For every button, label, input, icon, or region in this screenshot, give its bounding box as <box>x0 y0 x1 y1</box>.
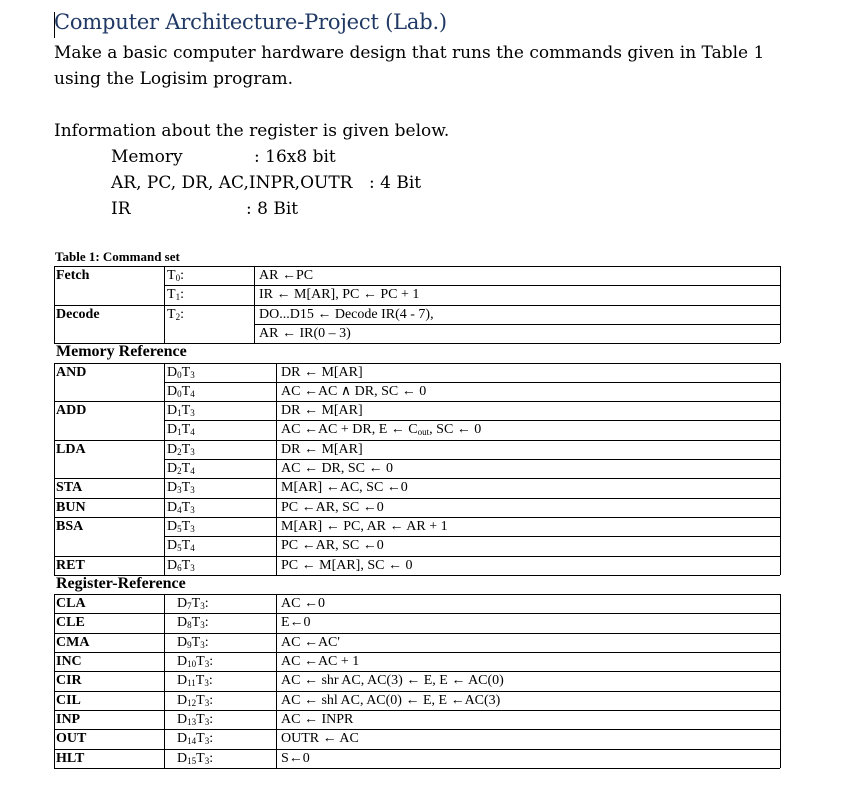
micro-operation: IR ← M[AR], PC ← PC + 1 <box>259 287 420 303</box>
timing-signal: $D_{11}T_3$: <box>177 673 213 689</box>
table-rule <box>164 285 780 286</box>
table-rule <box>54 710 780 711</box>
table-rule <box>54 363 780 364</box>
micro-operation: DO...D15 ← Decode IR(4 - 7), <box>259 306 434 322</box>
memory-value: : 16x8 bit <box>254 147 336 167</box>
info-heading: Information about the register is given below. <box>54 121 450 141</box>
micro-operation: M[AR] ← PC, AR ← AR + 1 <box>281 518 448 534</box>
table-rule <box>164 363 165 575</box>
table-rule <box>54 266 780 267</box>
ir-value: : 8 Bit <box>246 199 299 219</box>
micro-operation: AC ←AC' <box>281 634 340 650</box>
command-name: HLT <box>56 750 85 766</box>
micro-operation: AC ← shl AC, AC(0) ← E, E ←AC(3) <box>281 692 501 708</box>
micro-operation: PC ←AR, SC ←0 <box>281 538 384 554</box>
timing-signal: $D_2T_4$ <box>167 461 195 476</box>
table-rule <box>54 478 164 479</box>
table-rule <box>54 594 55 768</box>
micro-operation: AC ←0 <box>281 596 325 612</box>
table-rule <box>54 440 164 441</box>
table-rule <box>54 401 164 402</box>
section-heading: Register-Reference <box>56 574 186 592</box>
timing-signal: $D_5T_3$ <box>167 518 195 534</box>
table-rule <box>164 498 780 499</box>
command-name: CMA <box>56 634 90 650</box>
table-rule <box>276 594 277 768</box>
page-title: Computer Architecture-Project (Lab.) <box>54 10 447 34</box>
memory-label: Memory <box>111 147 183 167</box>
micro-operation: PC ← M[AR], SC ← 0 <box>281 557 413 573</box>
command-name: Fetch <box>56 268 90 283</box>
timing-signal: $D_8T_3$: <box>177 615 209 631</box>
timing-signal: $D_0T_4$ <box>167 383 195 399</box>
table-rule <box>54 749 780 750</box>
command-name: CIL <box>56 692 81 708</box>
command-name: CLA <box>56 596 86 612</box>
micro-operation: AC ← DR, SC ← 0 <box>281 461 394 476</box>
table-rule <box>164 459 780 460</box>
command-name: ADD <box>56 403 87 419</box>
table-caption: Table 1: Command set <box>55 249 180 264</box>
table-rule <box>54 671 780 672</box>
table-rule <box>780 266 781 343</box>
table-rule <box>254 266 255 343</box>
table-rule <box>164 517 780 518</box>
timing-signal: $D_{13}T_3$: <box>177 711 214 727</box>
registers-value: : 4 Bit <box>369 173 422 193</box>
micro-operation: AC ←AC + DR, E ← $C_{out}$, SC ← 0 <box>281 422 482 438</box>
table-rule <box>780 594 781 768</box>
table-rule <box>276 363 277 575</box>
command-name: OUT <box>56 731 87 747</box>
table-rule <box>54 556 164 557</box>
table-rule <box>780 363 781 575</box>
command-name: BUN <box>56 499 86 515</box>
timing-signal: $D_{14}T_3$: <box>177 731 214 747</box>
table-rule <box>54 613 780 614</box>
table-rule <box>54 768 780 769</box>
micro-operation: S←0 <box>281 750 310 766</box>
command-set-table <box>54 266 780 768</box>
table-rule <box>164 401 780 402</box>
micro-operation: AR ←PC <box>259 268 314 283</box>
timing-signal: $D_3T_3$ <box>167 480 195 496</box>
ir-label: IR <box>111 199 131 219</box>
micro-operation: PC ←AR, SC ←0 <box>281 499 384 515</box>
micro-operation: AC ←AC ∧ DR, SC ← 0 <box>281 383 427 399</box>
table-rule <box>164 420 780 421</box>
command-name: Decode <box>56 306 100 322</box>
timing-signal: $D_1T_4$ <box>167 422 195 438</box>
timing-signal: $D_6T_3$ <box>167 557 195 573</box>
micro-operation: AR ← IR(0 – 3) <box>259 325 351 341</box>
table-rule <box>254 324 780 325</box>
timing-signal: $T_0$: <box>167 268 184 283</box>
table-rule <box>54 517 164 518</box>
micro-operation: AC ← INPR <box>281 711 354 727</box>
command-name: INP <box>56 711 81 727</box>
table-rule <box>54 633 780 634</box>
table-rule <box>164 382 780 383</box>
timing-signal: $D_9T_3$: <box>177 634 209 650</box>
table-rule <box>164 594 165 768</box>
micro-operation: DR ← M[AR] <box>281 441 363 457</box>
registers-label: AR, PC, DR, AC,INPR,OUTR <box>111 173 353 193</box>
command-name: INC <box>56 654 82 669</box>
timing-signal: $D_0T_3$ <box>167 364 195 380</box>
timing-signal: $D_{15}T_3$: <box>177 750 214 766</box>
intro-line-2: using the Logisim program. <box>54 69 294 89</box>
timing-signal: $D_4T_3$ <box>167 499 195 515</box>
command-name: CLE <box>56 615 85 631</box>
micro-operation: AC ←AC + 1 <box>281 654 360 669</box>
table-rule <box>54 363 55 575</box>
micro-operation: AC ← shr AC, AC(3) ← E, E ← AC(0) <box>281 673 504 689</box>
table-rule <box>164 536 780 537</box>
table-rule <box>164 440 780 441</box>
timing-signal: $D_7T_3$: <box>177 596 209 612</box>
command-name: LDA <box>56 441 86 457</box>
section-heading: Memory Reference <box>56 343 187 361</box>
micro-operation: DR ← M[AR] <box>281 364 363 380</box>
micro-operation: OUTR ← AC <box>281 731 359 747</box>
timing-signal: $D_1T_3$ <box>167 403 195 419</box>
table-rule <box>54 691 780 692</box>
command-name: AND <box>56 364 87 380</box>
command-name: CIR <box>56 673 82 689</box>
timing-signal: $T_2$: <box>167 306 184 322</box>
micro-operation: DR ← M[AR] <box>281 403 363 419</box>
table-rule <box>54 498 164 499</box>
table-rule <box>54 266 55 343</box>
timing-signal: $D_5T_4$ <box>167 538 195 554</box>
timing-signal: $D_2T_3$ <box>167 441 195 457</box>
micro-operation: E←0 <box>281 615 311 631</box>
micro-operation: M[AR] ←AC, SC ←0 <box>281 480 408 496</box>
timing-signal: $D_{10}T_3$: <box>177 654 214 669</box>
command-name: STA <box>56 480 83 496</box>
table-rule <box>54 594 780 595</box>
command-name: BSA <box>56 518 84 534</box>
table-rule <box>164 478 780 479</box>
intro-line-1: Make a basic computer hardware design that runs the commands given in Table 1 <box>54 43 765 63</box>
table-rule <box>54 729 780 730</box>
timing-signal: $D_{12}T_3$: <box>177 692 214 708</box>
timing-signal: $T_1$: <box>167 287 184 303</box>
command-name: RET <box>56 557 85 573</box>
table-rule <box>54 652 780 653</box>
table-rule <box>164 556 780 557</box>
table-rule <box>164 266 165 343</box>
